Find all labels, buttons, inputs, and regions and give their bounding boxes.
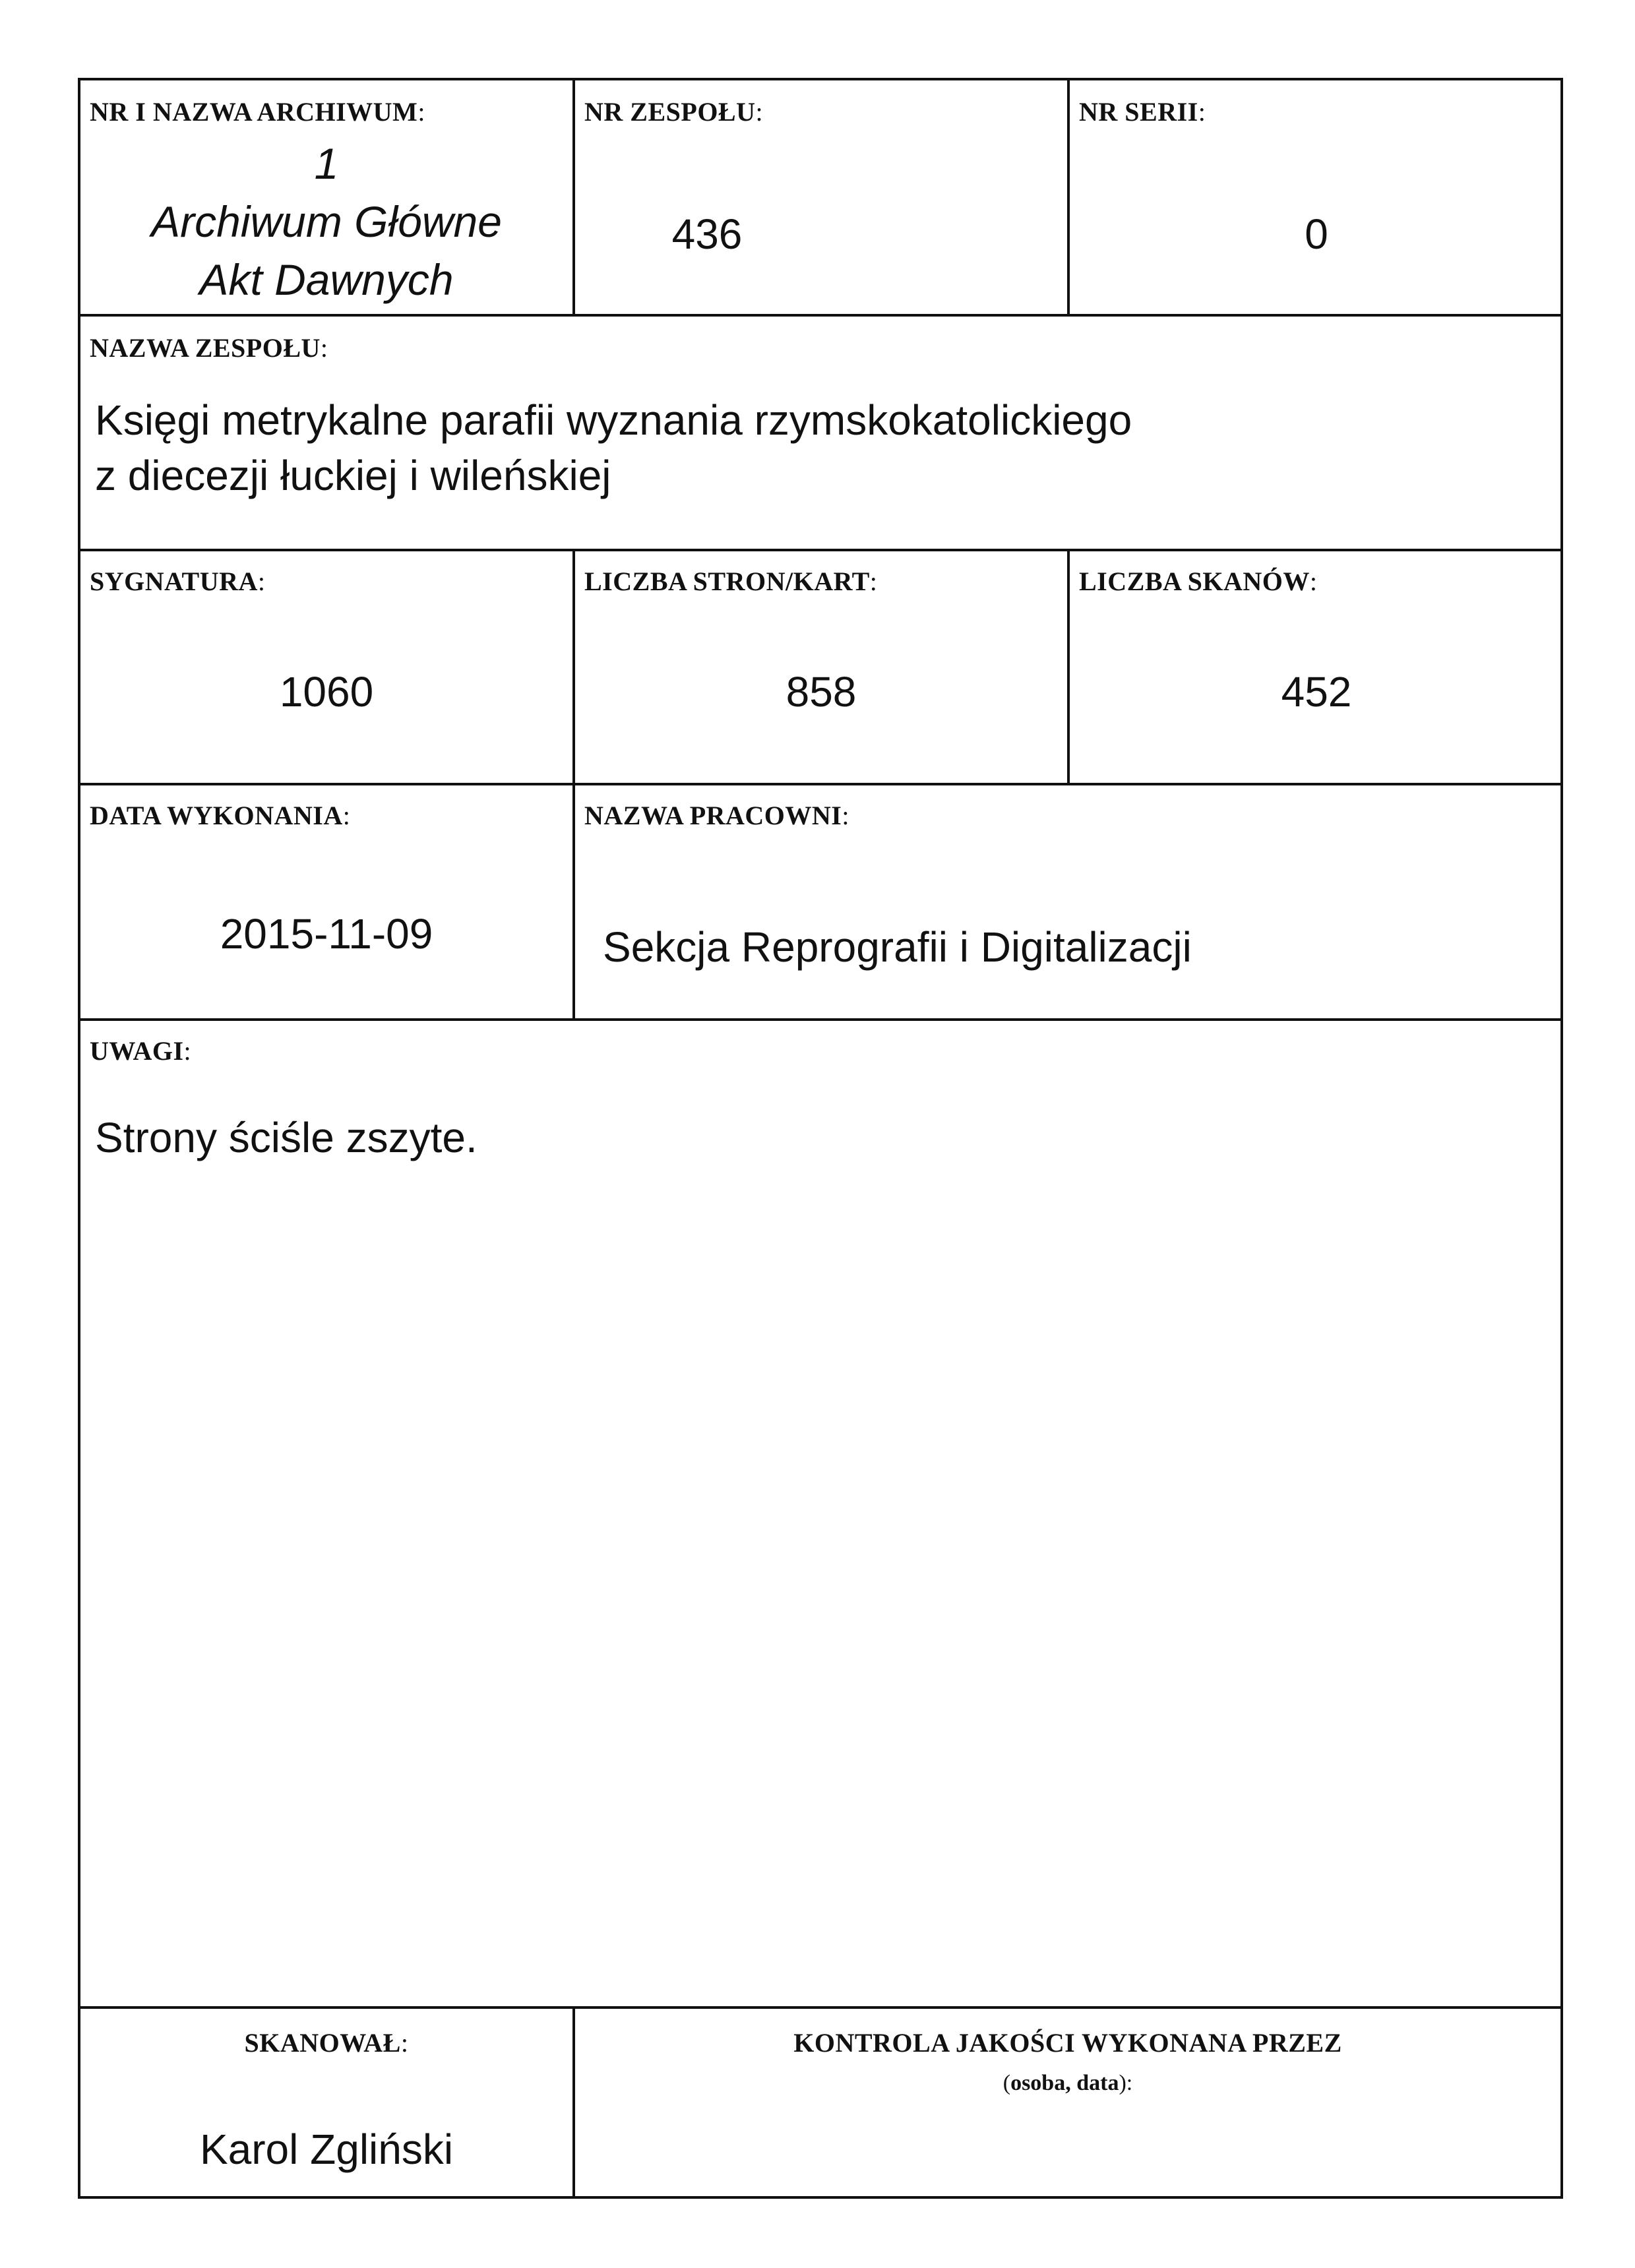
series-value: 0: [1305, 210, 1328, 258]
archive-number: 1: [314, 139, 339, 188]
scanned-by-label: SKANOWAŁ:: [244, 2028, 409, 2058]
fonds-name-line1: Księgi metrykalne parafii wyznania rzymskokatolickiego: [95, 396, 1132, 444]
workshop-value: Sekcja Reprografii i Digitalizacji: [603, 923, 1192, 971]
fonds-number-cell: [575, 80, 1067, 314]
fonds-number-value: 436: [671, 210, 743, 258]
workshop-label: NAZWA PRACOWNI:: [584, 801, 849, 830]
remarks-label: UWAGI:: [90, 1036, 192, 1066]
series-label: NR SERII:: [1079, 97, 1206, 127]
page-count-value: 858: [786, 668, 857, 716]
signature-cell: [80, 551, 572, 783]
fonds-number-label: NR ZESPOŁU:: [584, 97, 764, 127]
workshop-cell: [575, 785, 1560, 1018]
page-count-label: LICZBA STRON/KART:: [584, 567, 878, 596]
signature-value: 1060: [279, 668, 374, 716]
series-cell: [1070, 80, 1563, 314]
archive-cell: [80, 80, 572, 314]
date-cell: [80, 785, 572, 1018]
fonds-name-cell: [80, 317, 1560, 549]
archive-name-line1: Archiwum Główne: [151, 197, 502, 246]
date-value: 2015-11-09: [220, 910, 433, 958]
scan-count-label: LICZBA SKANÓW:: [1079, 567, 1318, 596]
archive-metadata-form: [78, 78, 1563, 2199]
quality-control-sublabel: (osoba, data):: [1003, 2071, 1133, 2095]
scanned-by-cell: [80, 2009, 572, 2199]
signature-label: SYGNATURA:: [90, 567, 266, 596]
fonds-name-label: NAZWA ZESPOŁU:: [90, 333, 328, 363]
remarks-value: Strony ściśle zszyte.: [95, 1114, 478, 1161]
remarks-cell: [80, 1021, 1560, 2006]
date-label: DATA WYKONANIA:: [90, 801, 351, 830]
page-count-cell: [575, 551, 1067, 783]
quality-control-label: KONTROLA JAKOŚCI WYKONANA PRZEZ: [793, 2028, 1342, 2058]
archive-label: NR I NAZWA ARCHIWUM:: [90, 97, 425, 127]
scan-count-value: 452: [1281, 668, 1352, 716]
scanned-by-value: Karol Zgliński: [199, 2126, 454, 2173]
scan-count-cell: [1070, 551, 1563, 783]
archive-name-line2: Akt Dawnych: [199, 255, 454, 304]
quality-control-cell: [575, 2009, 1560, 2199]
fonds-name-line2: z diecezji łuckiej i wileńskiej: [95, 452, 611, 499]
